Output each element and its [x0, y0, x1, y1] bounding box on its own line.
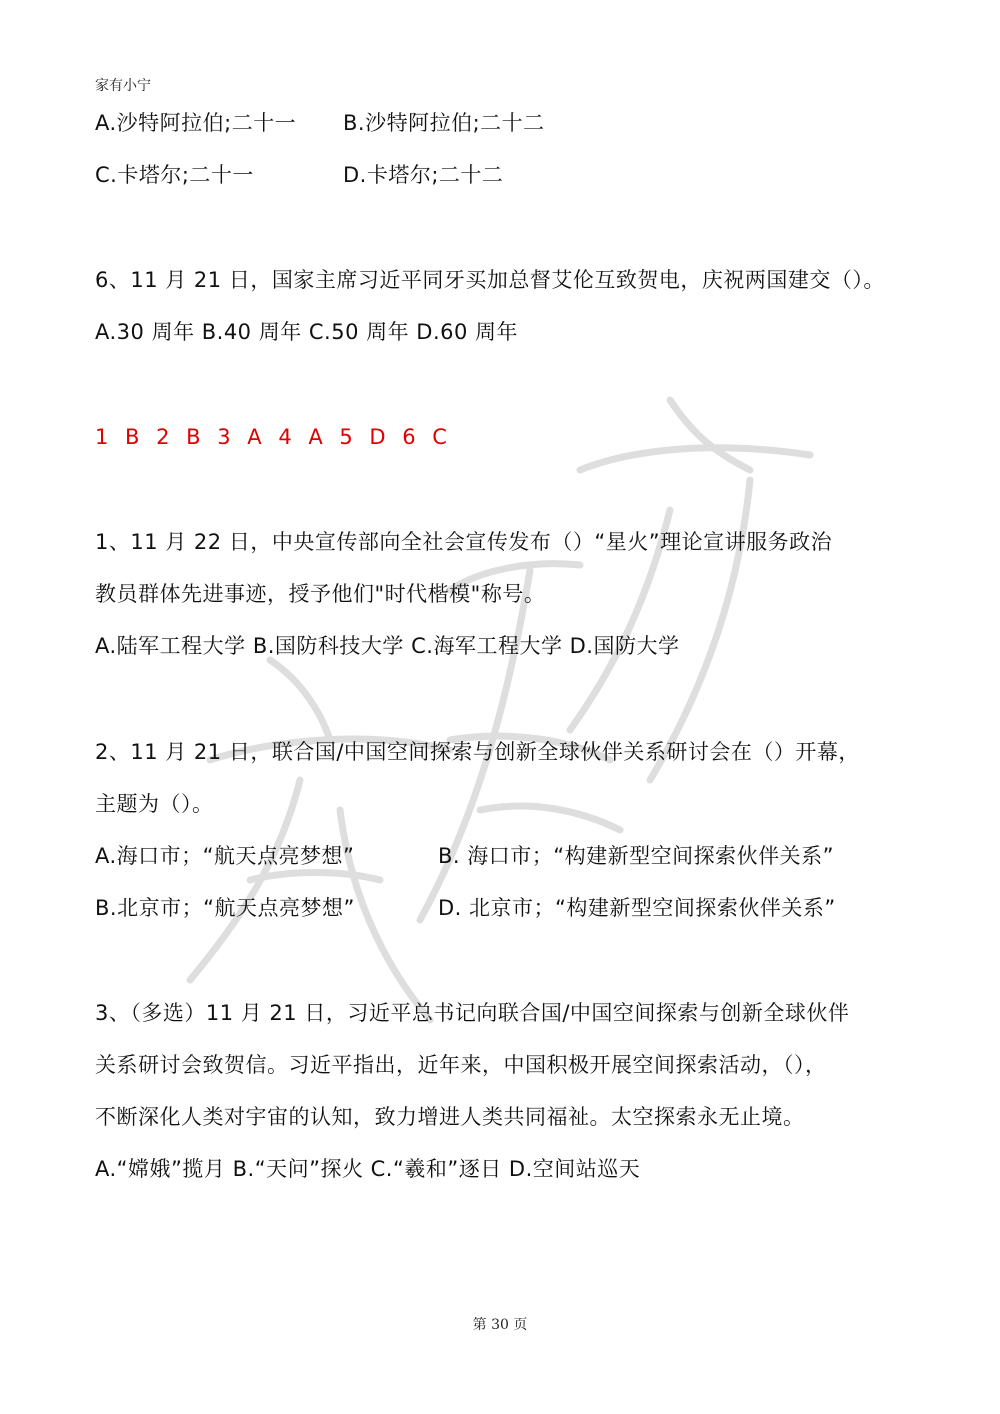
q3-options: A.“嫦娥”揽月 B.“天问”探火 C.“羲和”逐日 D.空间站巡天	[95, 1157, 641, 1181]
q5-option-d: D.卡塔尔;二十二	[343, 163, 504, 187]
q5-option-c: C.卡塔尔;二十一	[95, 163, 254, 187]
q2-stem-line-2: 主题为（）。	[95, 792, 214, 816]
page-number: 第 30 页	[472, 1317, 528, 1333]
q6-options: A.30 周年 B.40 周年 C.50 周年 D.60 周年	[95, 320, 519, 344]
q3-stem-line-2: 关系研讨会致贺信。习近平指出，近年来，中国积极开展空间探索活动，（），	[95, 1053, 827, 1077]
q5-option-b: B.沙特阿拉伯;二十二	[343, 111, 545, 135]
q2-stem-line-1: 2、11 月 21 日，联合国/中国空间探索与创新全球伙伴关系研讨会在（）开幕，	[95, 740, 860, 764]
q1-stem-line-2: 教员群体先进事迹，授予他们"时代楷模"称号。	[95, 582, 546, 606]
page-header: 家有小宁	[95, 78, 151, 94]
q5-option-a: A.沙特阿拉伯;二十一	[95, 111, 297, 135]
q2-option-a: A.海口市；“航天点亮梦想”	[95, 844, 355, 868]
q1-stem-line-1: 1、11 月 22 日，中央宣传部向全社会宣传发布（）“星火”理论宣讲服务政治	[95, 530, 833, 554]
q6-stem: 6、11 月 21 日，国家主席习近平同牙买加总督艾伦互致贺电，庆祝两国建交（）。	[95, 268, 885, 292]
watermark	[150, 360, 850, 1060]
q3-stem-line-1: 3、（多选）11 月 21 日，习近平总书记向联合国/中国空间探索与创新全球伙伴	[95, 1001, 850, 1025]
q3-stem-line-3: 不断深化人类对宇宙的认知，致力增进人类共同福祉。太空探索永无止境。	[95, 1105, 805, 1129]
q2-option-d: D. 北京市；“构建新型空间探索伙伴关系”	[438, 896, 836, 920]
q2-option-b: B. 海口市；“构建新型空间探索伙伴关系”	[438, 844, 835, 868]
q1-options: A.陆军工程大学 B.国防科技大学 C.海军工程大学 D.国防大学	[95, 634, 680, 658]
q2-option-c: B.北京市；“航天点亮梦想”	[95, 896, 355, 920]
answer-key: 1 B 2 B 3 A 4 A 5 D 6 C	[95, 425, 452, 449]
